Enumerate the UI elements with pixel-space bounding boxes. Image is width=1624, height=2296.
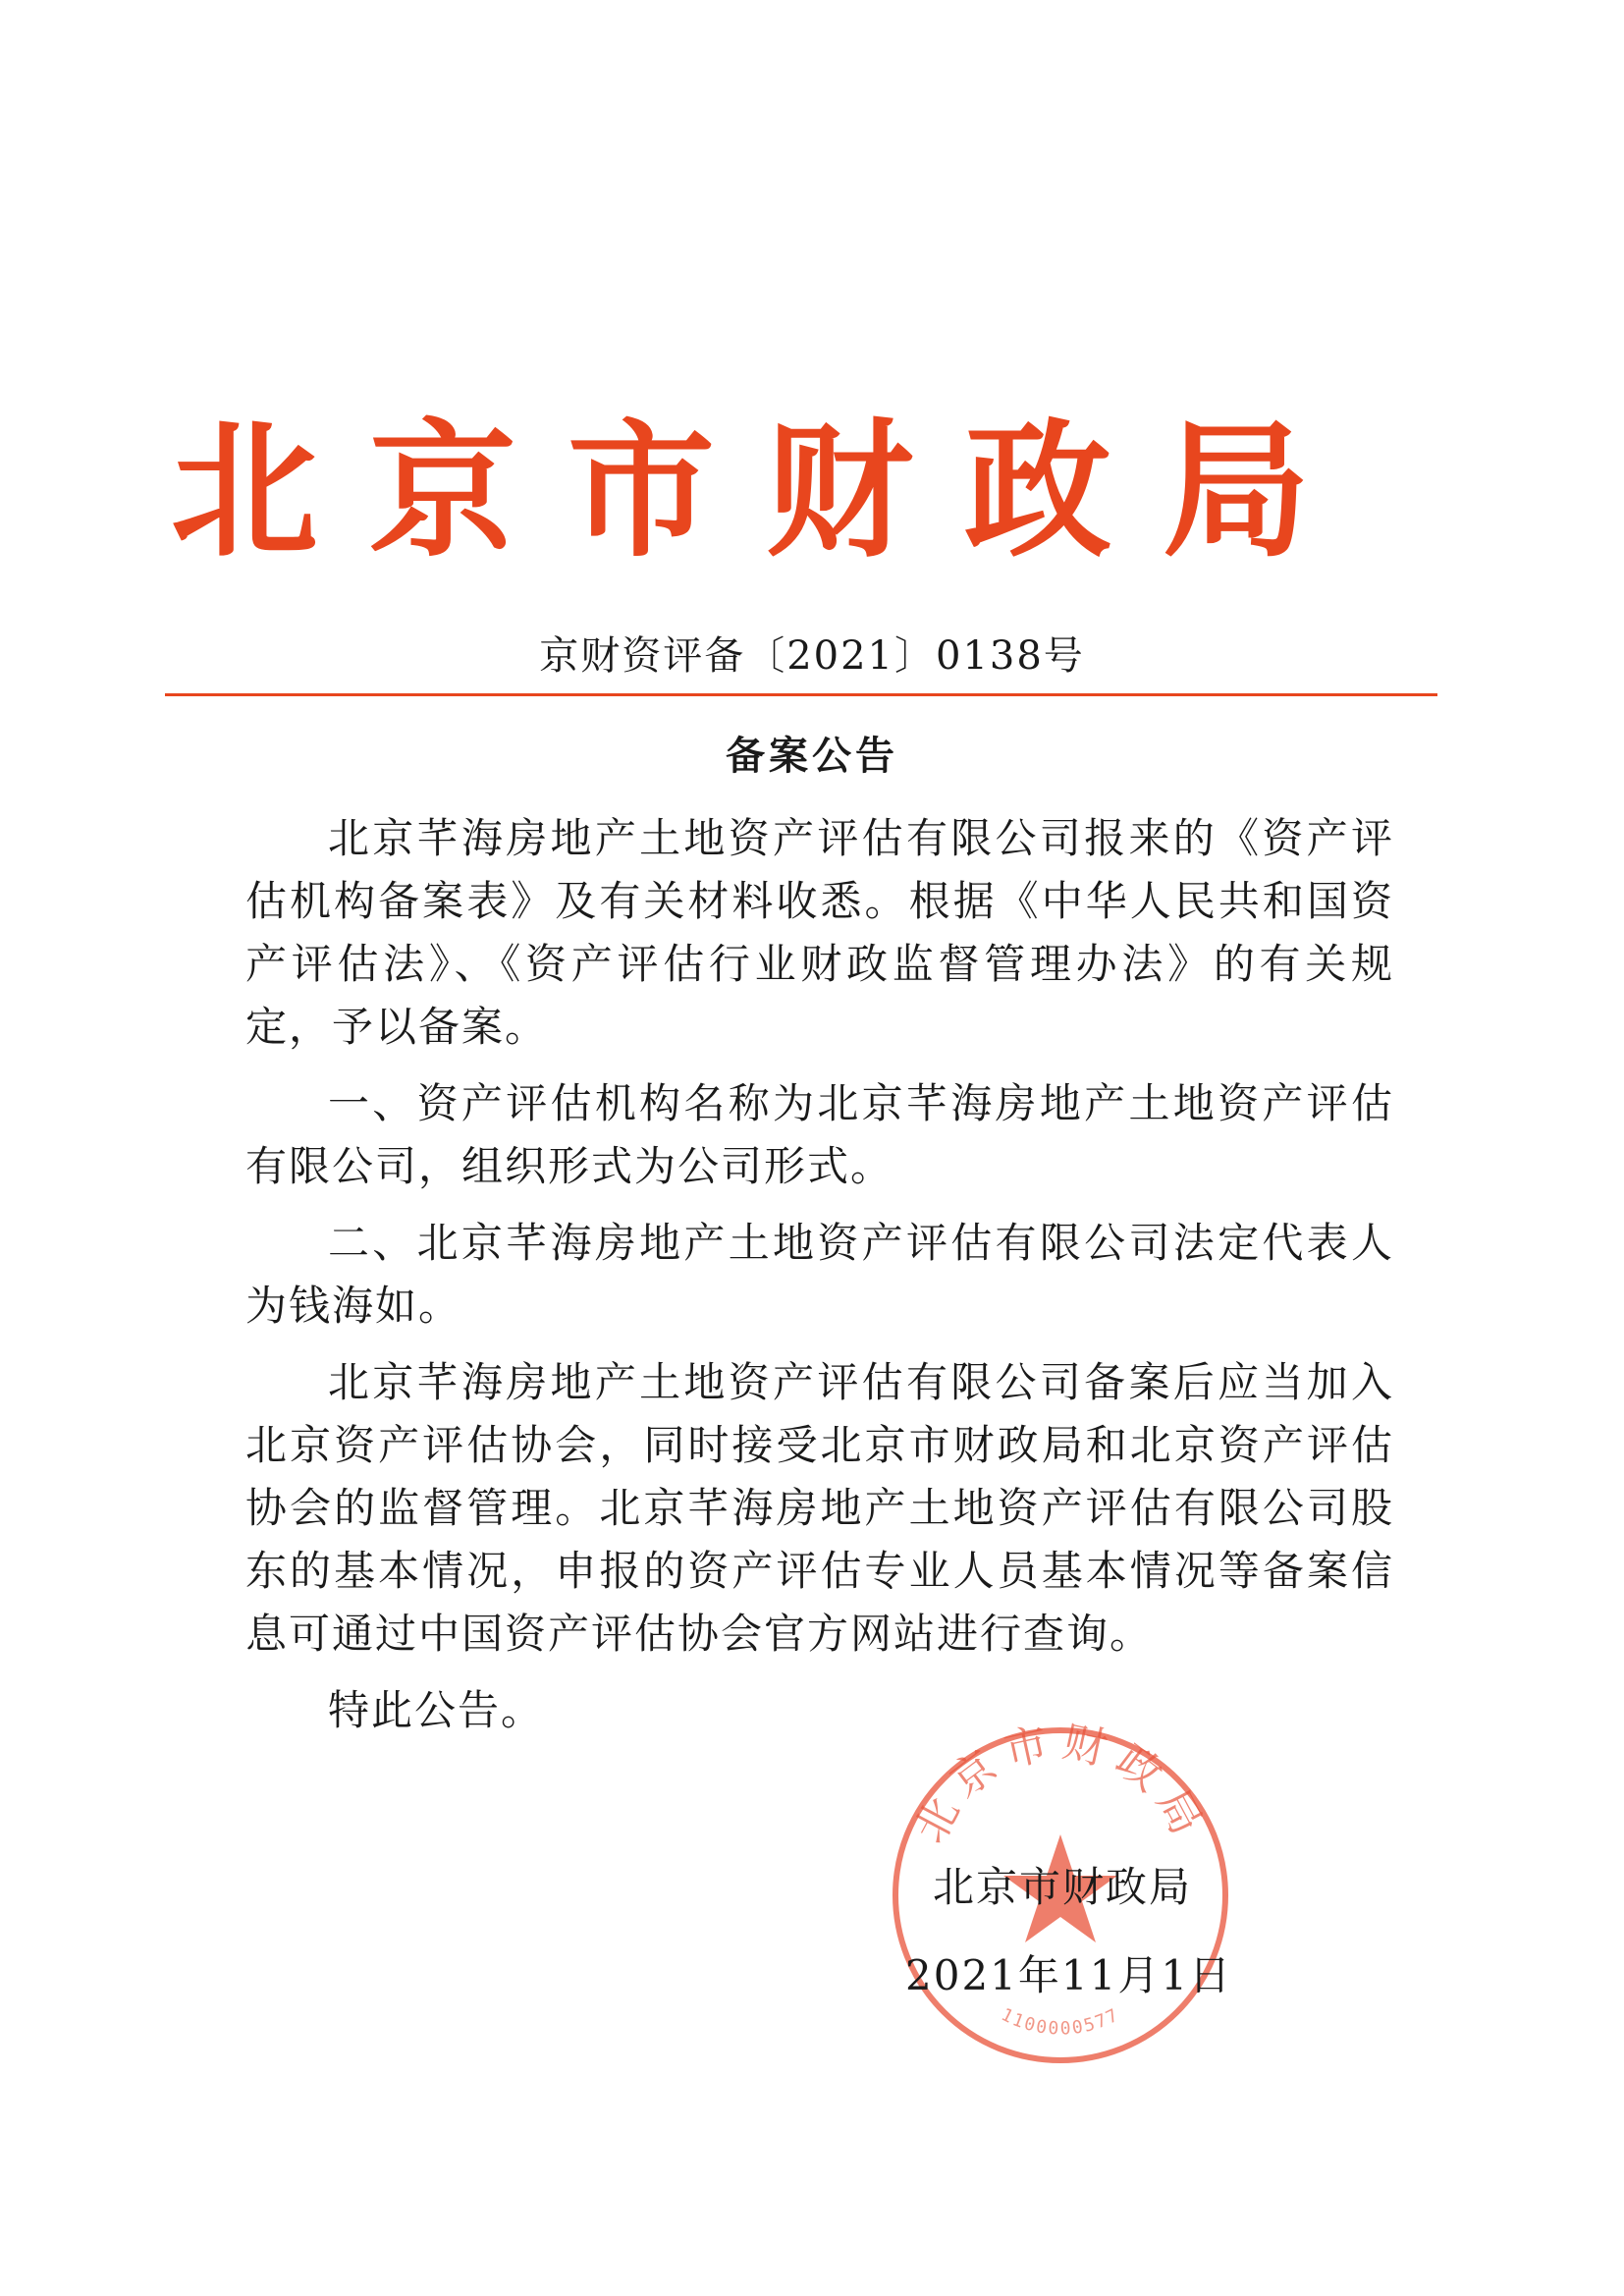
paragraph: 一、资产评估机构名称为北京芊海房地产土地资产评估有限公司，组织形式为公司形式。 <box>245 1079 1394 1190</box>
red-divider <box>165 693 1437 696</box>
notice-title: 备案公告 <box>726 734 898 779</box>
paragraph: 特此公告。 <box>328 1686 545 1734</box>
seal-text: 北京市财政局 <box>904 1719 1217 1852</box>
paragraph: 北京芊海房地产土地资产评估有限公司备案后应当加入北京资产评估协会，同时接受北京市财政局和北京资产评估协会的监督管理。北京芊海房地产土地资产评估有限公司股东的基本情况，申报的资产评估专业人员基本情况等备案信息可通过中国资产评估协会官方网站进行查询。 <box>245 1358 1394 1658</box>
paragraph: 北京芊海房地产土地资产评估有限公司报来的《资产评估机构备案表》及有关材料收悉。根据《中华人民共和国资产评估法》、《资产评估行业财政监督管理办法》的有关规定，予以备案。 <box>245 814 1394 1051</box>
document-number: 京财资评备〔2021〕0138号 <box>539 633 1085 679</box>
signing-date: 2021年11月1日 <box>905 1951 1233 1999</box>
signing-organization: 北京市财政局 <box>933 1863 1193 1911</box>
paragraph: 二、北京芊海房地产土地资产评估有限公司法定代表人为钱海如。 <box>245 1219 1394 1330</box>
masthead-title: 北京市财政局 <box>170 405 1361 577</box>
notice-body <box>245 807 1394 1756</box>
seal-serial: 1100000577 <box>998 2004 1123 2040</box>
